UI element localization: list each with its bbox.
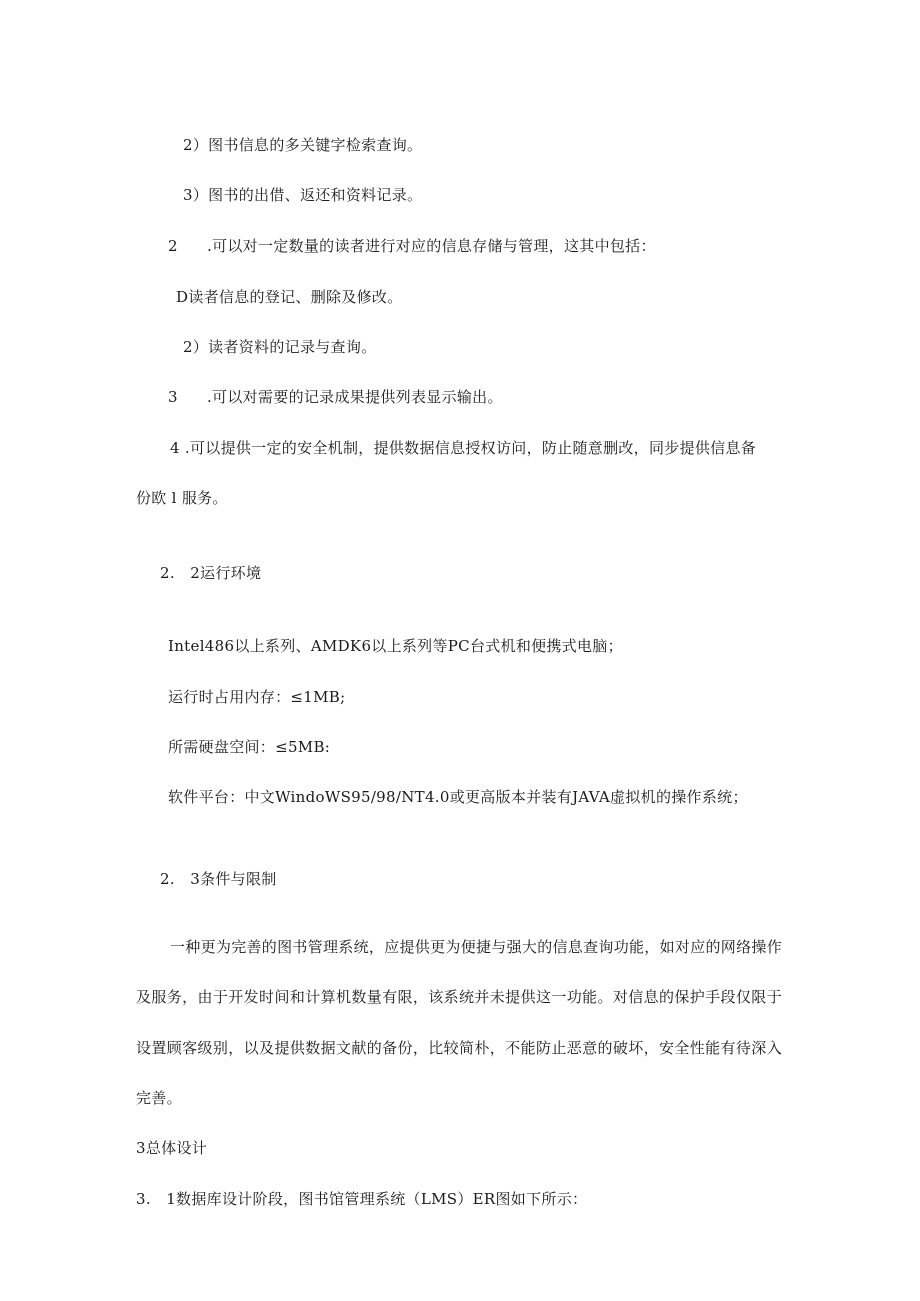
requirement-3-number: 3 (168, 388, 178, 406)
limitations-paragraph-line-2: 及服务，由于开发时间和计算机数量有限，该系统并未提供这一功能。对信息的保护手段仅限于 (136, 988, 782, 1006)
environment-disk: 所需硬盘空间：≤5MB: (168, 738, 331, 756)
limitations-paragraph-line-3: 设置顾客级别，以及提供数据文献的备份，比较简朴，不能防止恶意的破坏，安全性能有待深入 (136, 1039, 782, 1057)
requirement-3-text: .可以对需要的记录成果提供列表显示输出。 (207, 388, 503, 406)
requirement-4-line-2: 份欧 l 服务。 (136, 489, 228, 507)
requirement-1-2: 2）图书信息的多关键字检索查询。 (183, 136, 423, 154)
requirement-4-line-1: 4 .可以提供一定的安全机制，提供数据信息授权访问，防止随意删改，同步提供信息备 (170, 439, 757, 457)
environment-cpu: Intel486以上系列、AMDK6以上系列等PC台式机和便携式电脑； (168, 637, 623, 655)
requirement-2-text: .可以对一定数量的读者进行对应的信息存储与管理，这其中包括： (207, 237, 656, 255)
environment-memory: 运行时占用内存：≤1MB; (168, 688, 346, 706)
requirement-1-3: 3）图书的出借、返还和资料记录。 (183, 186, 423, 204)
environment-software: 软件平台：中文WindoWS95/98/NT4.0或更高版本并装有JAVA虚拟机的操作系统； (168, 788, 748, 806)
section-heading-3: 3总体设计 (136, 1139, 208, 1157)
section-heading-2-2: 2. 2运行环境 (160, 564, 262, 582)
section-heading-2-3: 2. 3条件与限制 (160, 870, 277, 888)
requirement-2-number: 2 (168, 237, 178, 255)
requirement-2-2: 2）读者资料的记录与查询。 (183, 338, 377, 356)
requirement-2-1: D读者信息的登记、删除及修改。 (176, 288, 403, 306)
section-heading-3-1: 3. 1数据库设计阶段，图书馆管理系统（LMS）ER图如下所示： (136, 1190, 588, 1208)
limitations-paragraph-line-4: 完善。 (136, 1089, 182, 1107)
limitations-paragraph-line-1: 一种更为完善的图书管理系统，应提供更为便捷与强大的信息查询功能，如对应的网络操作 (170, 938, 783, 956)
